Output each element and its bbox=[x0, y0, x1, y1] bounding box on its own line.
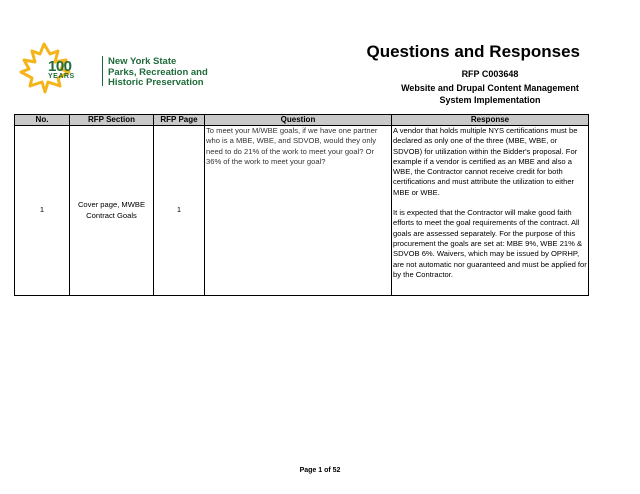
column-header-no: No. bbox=[15, 115, 70, 126]
cell-page: 1 bbox=[154, 126, 205, 296]
response-paragraph-1: A vendor that holds multiple NYS certifications must be declared as only one of the three (MBE, WBE, or SDVOB) for utilization within the Bidder's proposal. For example if a vendor is certified as an MBE and also a WBE, the Contractor cannot receive credit for both certifications and must attribute the utilization to either MBE or WBE. bbox=[393, 126, 578, 197]
cell-response bbox=[392, 126, 589, 296]
agency-logo bbox=[14, 42, 214, 94]
logo-divider bbox=[102, 56, 103, 86]
column-header-response: Response bbox=[392, 115, 589, 126]
subtitle-line-2: System Implementation bbox=[439, 95, 541, 105]
paragraph-spacer bbox=[393, 198, 587, 208]
agency-line-1: New York State bbox=[108, 56, 177, 67]
agency-line-3: Historic Preservation bbox=[108, 77, 204, 88]
rfp-number: RFP C003648 bbox=[461, 69, 519, 79]
agency-name bbox=[108, 57, 208, 89]
cell-no: 1 bbox=[15, 126, 70, 296]
qa-table bbox=[14, 114, 589, 296]
centennial-word: YEARS bbox=[48, 73, 75, 80]
page-title: Questions and Responses bbox=[366, 42, 580, 61]
column-header-section: RFP Section bbox=[70, 115, 154, 126]
page-number: Page 1 of 52 bbox=[299, 467, 341, 474]
cell-question: To meet your M/WBE goals, if we have one partner who is a MBE, WBE, and SDVOB, would they only need to do 21% of the work to meet your goal? Or 36% of the work to meet your goal? bbox=[205, 126, 392, 296]
subtitle-line-1: Website and Drupal Content Management bbox=[401, 83, 579, 93]
table-row bbox=[15, 126, 589, 296]
centennial-number: 100 bbox=[48, 58, 72, 75]
agency-line-2: Parks, Recreation and bbox=[108, 66, 208, 78]
project-subtitle bbox=[396, 82, 584, 106]
column-header-page: RFP Page bbox=[154, 115, 205, 126]
table-header-row bbox=[15, 115, 589, 126]
cell-section: Cover page, MWBE Contract Goals bbox=[70, 126, 154, 296]
column-header-question: Question bbox=[205, 115, 392, 126]
response-paragraph-2: It is expected that the Contractor will make good faith efforts to meet the goal requirements of the contract. All goals are assessed separately. For the purpose of this procurement the goals are set at: MBE 9%, WBE 21% & SDVOB 6%. Waivers, which may be issued by OPRHP, are not automatic nor guaranteed and must be applied for by the Contractor. bbox=[393, 208, 587, 279]
